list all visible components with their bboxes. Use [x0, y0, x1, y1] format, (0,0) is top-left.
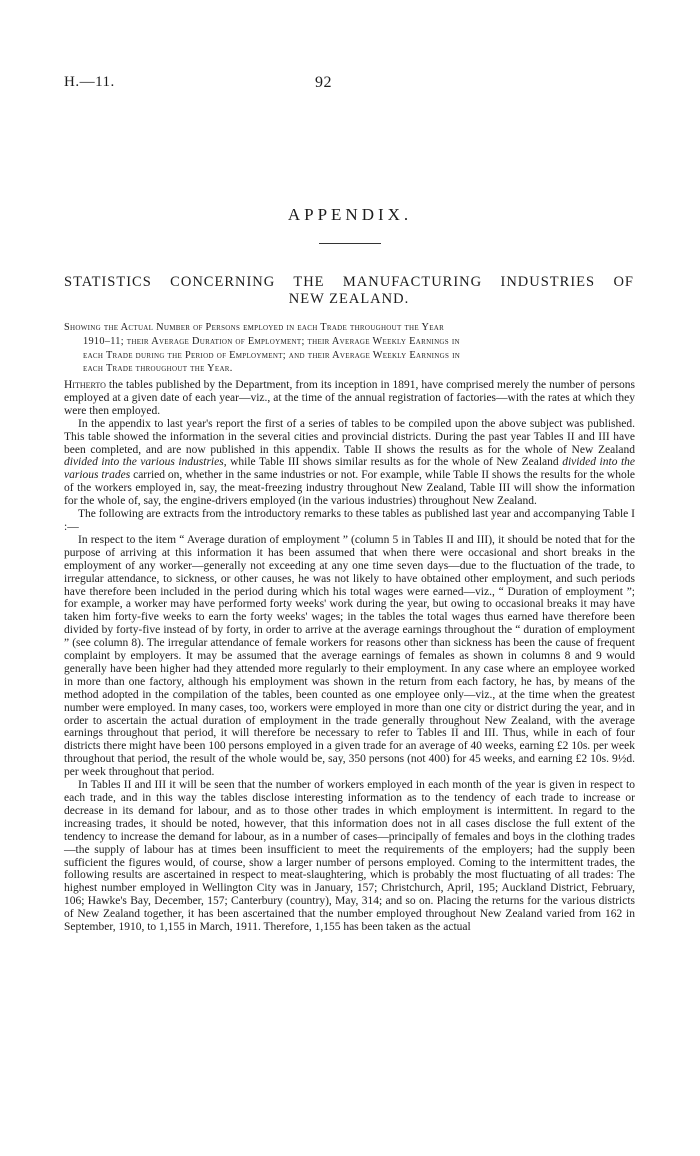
- paragraph-1-lead: Hitherto: [64, 379, 106, 391]
- title-rule: [319, 243, 381, 244]
- section-heading-line-2: NEW ZEALAND.: [288, 291, 410, 307]
- paragraph-1: [64, 379, 635, 418]
- paragraph-2-text-b: , while Table III shows similar results as for the whole of New Zealand: [223, 456, 563, 469]
- subheading-line-4: each Trade throughout the Year.: [83, 363, 233, 375]
- paragraph-2-text-c: carried on, whether in the same industries or not. For example, while Table II shows the results for the whole of the workers employed in, say, the meat-freezing industry throughout New Zealand, Table III will show the information for the whole of, say, the engine-drivers employed (in the various industries) throughout New Zealand.: [64, 469, 635, 508]
- paragraph-4: In respect to the item “ Average duration of employment ” (column 5 in Tables II and III), it should be noted that for the purpose of arriving at this information it has been assumed that when there were occasional and short breaks in the employment of any worker—generally not exceeding at any one time seven days—due to the fluctuation of the trade, to irregular attendance, to sickness, or other causes, he was not likely to have obtained other employment, and such periods have therefore been included in the period during which his total wages were earned—viz., “ Duration of employment ”; for example, a worker may have performed forty weeks' work during the year, but owing to occasional breaks it may have taken him forty-five weeks to earn the forty weeks' wages; in the tables the total wages thus earned have therefore been divided by forty-five instead of by forty, in order to arrive at the average earnings throughout the “ duration of employment ” (see column 8). The irregular attendance of female workers for reasons other than sickness has been the cause of frequent complaint by employers. It may be assumed that the average earnings of females as shown in columns 8 and 9 would generally have been higher had they attended more regularly to their employment. In any case where an employee worked in more than one factory, although his employment was shown in the return from each factory, he has, by means of the method adopted in the compilation of the tables, been counted as one employee only—viz., at the time when the greatest number were employed. In many cases, too, workers were employed in more than one city or district during the year, and in order to ascertain the actual duration of employment in the trade generally throughout New Zealand, with the average earnings throughout that period, it will therefore be necessary to refer to Tables II and III. Thus, while in each of four districts there might have been 100 persons employed in a given trade for an average of 40 weeks, earning £2 10s. per week throughout that period, the result of the whole would be, say, 350 persons (not 400) for 45 weeks, and earning £2 10s. 9½d. per week throughout that period.: [64, 533, 635, 779]
- paragraph-5: In Tables II and III it will be seen that the number of workers employed in each month of the year is given in respect to each trade, and in this way the tables disclose interesting information as to the tendency of each trade to increase or decrease in its demand for labour, and as to those other trades in which employment is intermittent. In regard to the increasing trades, it should be noted, however, that this information does not in all cases disclose the full extent of the tendency to increase the demand for labour, as in a number of cases—principally of females and boys in the clothing trades—the supply of labour has at times been insufficient to meet the requirements of the employers; had the supply been sufficient the figures would, of course, show a larger number of persons employed. Coming to the intermittent trades, the following results are ascertained in respect to meat-slaughtering, which is probably the most fluctuating of all trades: The highest number employed in Wellington City was in January, 157; Christchurch, April, 195; Auckland District, February, 106; Hawke's Bay, December, 157; Canterbury (country), May, 314; and so on. Placing the returns for the various districts of New Zealand together, it has been ascertained that the number employed throughout New Zealand varied from 162 in September, 1910, to 1,155 in March, 1911. Therefore, 1,155 has been taken as the actual: [64, 779, 635, 934]
- page-title: APPENDIX.: [287, 205, 413, 224]
- paragraph-2-italic-1: divided into the various industries: [64, 456, 224, 469]
- paragraph-1-text: the tables published by the Department, from its inception in 1891, have comprised merely the number of persons employed at a given date of each year—viz., at the time of the annual registration of factories—with the rates at which they were then employed.: [64, 379, 635, 417]
- paragraph-2: [64, 418, 635, 508]
- section-heading-line-1: STATISTICS CONCERNING THE MANUFACTURING INDUSTRIES OF: [64, 274, 634, 290]
- subheading-line-1: Showing the Actual Number of Persons employed in each Trade throughout the Year: [64, 322, 445, 333]
- document-reference: H.—11.: [64, 74, 115, 90]
- section-heading: [64, 274, 634, 308]
- subheading-line-2: 1910–11; their Average Duration of Employment; their Average Weekly Earnings in: [83, 335, 460, 347]
- paragraph-3: The following are extracts from the introductory remarks to these tables as published last year and accompanying Table I :—: [64, 508, 635, 533]
- body-text: [64, 379, 635, 934]
- page-number: 92: [315, 74, 332, 91]
- paragraph-2-italic-2: divided into the various trades: [64, 456, 636, 482]
- subheading-line-3: each Trade during the Period of Employment; and their Average Weekly Earnings in: [83, 349, 461, 361]
- paragraph-2-text-a: In the appendix to last year's report the first of a series of tables to be compiled upon the above subject was published. This table showed the information in the several cities and provincial districts. During the past year Tables II and III have been completed, and are now published in this appendix. Table II shows the results as for the whole of New Zealand: [64, 417, 635, 456]
- subheading: [64, 321, 634, 376]
